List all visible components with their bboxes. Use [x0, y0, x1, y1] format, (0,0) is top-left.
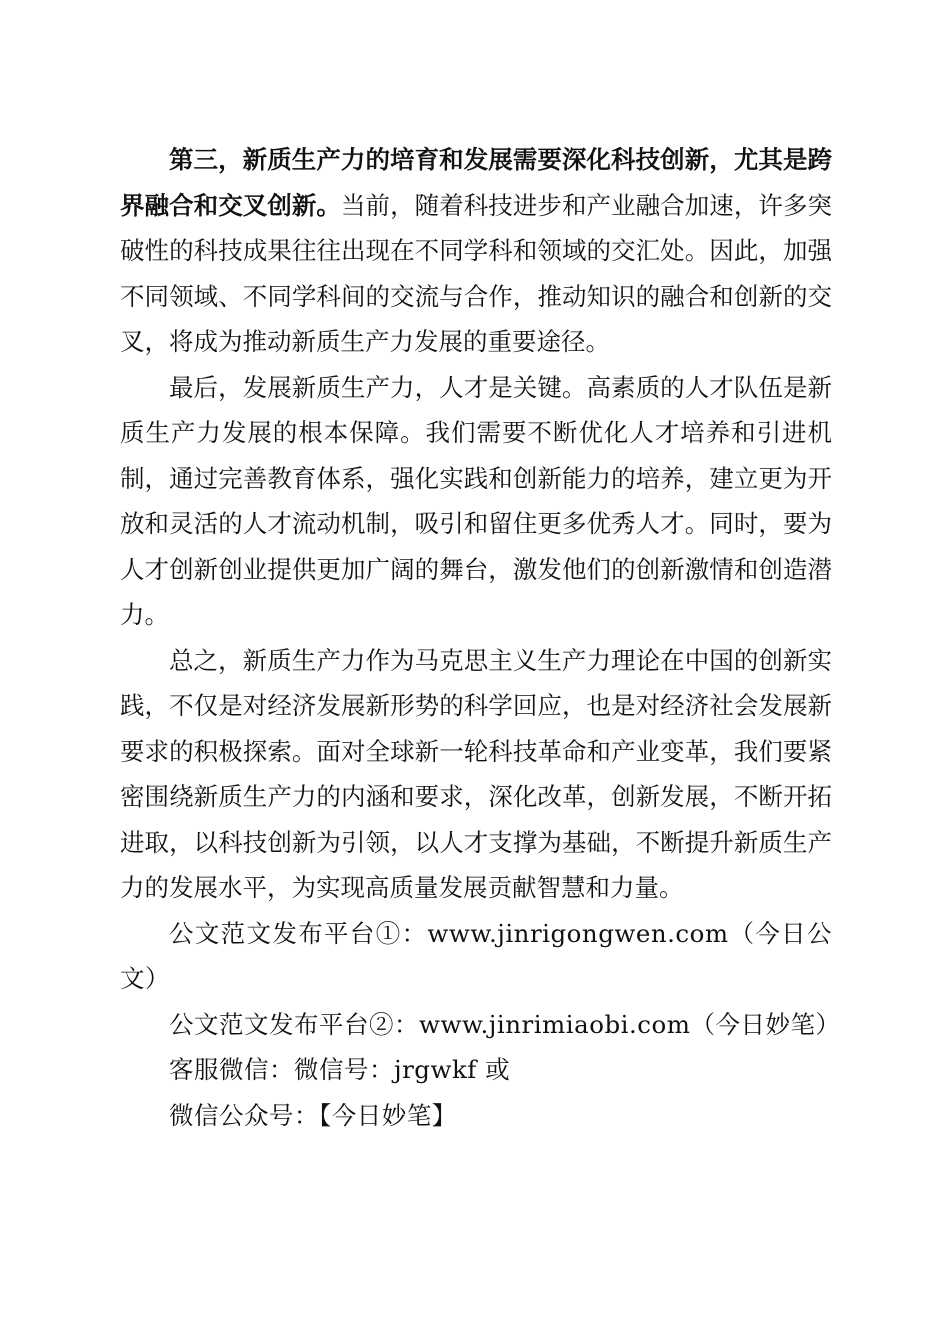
paragraph-innovation-body: 当前，随着科技进步和产业融合加速，许多突破性的科技成果往往出现在不同学科和领域的交汇处。因此，加强不同领域、不同学科间的交流与合作，推动知识的融合和创新的交叉，将成为推动新质生产力发展的重要途径。: [120, 190, 833, 356]
document-body: [120, 137, 841, 1138]
footer-official-account: 微信公众号：【今日妙笔】: [169, 1100, 457, 1130]
paragraph-innovation: [120, 137, 832, 365]
footer-service-wechat: 客服微信：微信号：jrgwkf 或: [169, 1055, 511, 1084]
footer-platform-2: 公文范文发布平台②：www.jinrimiaobi.com（今日妙笔）: [169, 1009, 841, 1039]
paragraph-innovation-lead: 第三，新质生产力的培育和发展需要深化科技创新，尤其是跨界融合和交叉创新。: [120, 145, 832, 220]
paragraph-talent: 最后，发展新质生产力，人才是关键。高素质的人才队伍是新质生产力发展的根本保障。我们需要不断优化人才培养和引进机制，通过完善教育体系，强化实践和创新能力的培养，建立更为开放和灵活的人才流动机制，吸引和留住更多优秀人才。同时，要为人才创新创业提供更加广阔的舞台，激发他们的创新激情和创造潜力。: [120, 372, 832, 629]
paragraph-conclusion: 总之，新质生产力作为马克思主义生产力理论在中国的创新实践，不仅是对经济发展新形势的科学回应，也是对经济社会发展新要求的积极探索。面对全球新一轮科技革命和产业变革，我们要紧密围绕新质生产力的内涵和要求，深化改革，创新发展，不断开拓进取，以科技创新为引领，以人才支撑为基础，不断提升新质生产力的发展水平，为实现高质量发展贡献智慧和力量。: [120, 645, 832, 902]
footer-platform-1: 公文范文发布平台①：www.jinrigongwen.com（今日公文）: [120, 918, 832, 993]
